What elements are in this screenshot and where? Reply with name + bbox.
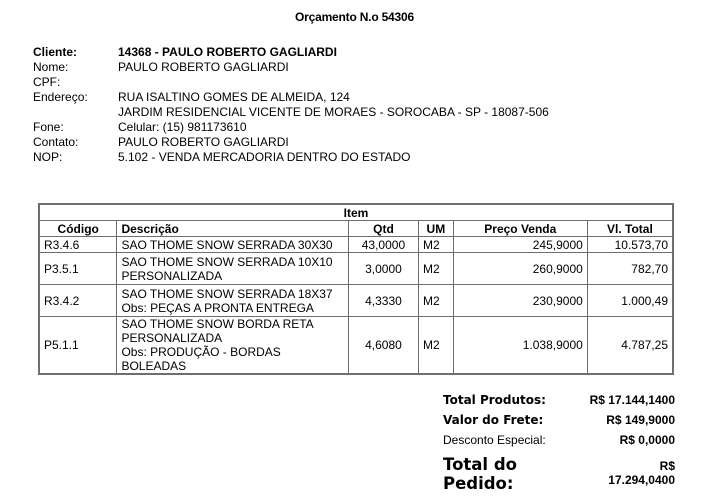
cell-um: M2 [418, 317, 453, 375]
valor-frete-label: Valor do Frete: [443, 413, 544, 427]
cell-total: 1.000,49 [587, 285, 673, 317]
customer-row-endereco [33, 90, 549, 105]
column-header-preco-venda: Preço Venda [453, 221, 587, 237]
cell-code: P5.1.1 [39, 317, 117, 375]
cell-um: M2 [418, 253, 453, 285]
field-value: 14368 - PAULO ROBERTO GAGLIARDI [118, 45, 337, 59]
field-value: PAULO ROBERTO GAGLIARDI [118, 60, 289, 74]
customer-info [33, 45, 549, 165]
customer-row-cliente [33, 45, 549, 60]
table-row [39, 253, 673, 285]
field-value: Celular: (15) 981173610 [118, 120, 247, 134]
total-pedido-row [443, 455, 675, 493]
cell-qtd: 3,0000 [348, 253, 418, 285]
customer-row-fone [33, 120, 549, 135]
customer-row-cpf [33, 75, 549, 90]
field-label: Fone: [33, 120, 64, 134]
field-label: Nome: [33, 60, 69, 74]
cell-total: 10.573,70 [587, 237, 673, 253]
desconto-especial-row [443, 433, 675, 453]
field-label: Endereço: [33, 90, 88, 104]
valor-frete-row [443, 413, 675, 433]
field-label [33, 105, 118, 120]
cell-price: 245,9000 [453, 237, 587, 253]
description-line: SAO THOME SNOW SERRADA 18X37 [121, 286, 333, 301]
items-table [38, 203, 674, 375]
cell-qtd: 4,6080 [348, 317, 418, 375]
cell-description [117, 253, 349, 285]
total-produtos-label: Total Produtos: [443, 393, 546, 407]
column-header-codigo: Código [39, 221, 117, 237]
customer-row-nop [33, 150, 549, 165]
cell-description [117, 237, 349, 253]
field-value: PAULO ROBERTO GAGLIARDI [118, 135, 289, 149]
cell-qtd: 4,3330 [348, 285, 418, 317]
customer-row-contato [33, 135, 549, 150]
cell-um: M2 [418, 285, 453, 317]
description-line: Obs: PEÇAS A PRONTA ENTREGA [121, 300, 314, 315]
description-line: PERSONALIZADA [121, 331, 223, 345]
valor-frete-value: R$ 149,9000 [606, 413, 675, 427]
total-produtos-value: R$ 17.144,1400 [589, 393, 675, 407]
customer-row-nome [33, 60, 549, 75]
cell-code: R3.4.6 [39, 237, 117, 253]
total-pedido-value: R$ 17.294,0400 [608, 459, 675, 487]
field-value: 5.102 - VENDA MERCADORIA DENTRO DO ESTADO [118, 150, 411, 164]
description-line: SAO THOME SNOW BORDA RETA [121, 317, 314, 331]
group-header-item: Item [39, 204, 673, 221]
table-row [39, 237, 673, 253]
field-value: RUA ISALTINO GOMES DE ALMEIDA, 124 [118, 90, 350, 104]
totals-section [443, 393, 675, 493]
table-row [39, 285, 673, 317]
cell-total: 4.787,25 [587, 317, 673, 375]
description-line: Obs: PRODUÇÃO - BORDAS BOLEADAS [121, 345, 281, 373]
document-title: Orçamento N.o 54306 [295, 10, 414, 24]
table-header-row [39, 221, 673, 237]
column-header-um: UM [418, 221, 453, 237]
cell-price: 230,9000 [453, 285, 587, 317]
total-pedido-label: Total do Pedido: [443, 455, 517, 493]
desconto-especial-label: Desconto Especial: [443, 433, 546, 447]
cell-um: M2 [418, 237, 453, 253]
description-line: SAO THOME SNOW SERRADA 30X30 [121, 237, 333, 252]
desconto-especial-value: R$ 0,0000 [619, 433, 675, 447]
column-header-qtd: Qtd [348, 221, 418, 237]
cell-price: 1.038,9000 [453, 317, 587, 375]
field-label: CPF: [33, 75, 61, 89]
cell-code: R3.4.2 [39, 285, 117, 317]
customer-row-endereco-2 [33, 105, 549, 120]
table-group-header-row [39, 204, 673, 221]
description-line: PERSONALIZADA [121, 268, 223, 283]
cell-description [117, 285, 349, 317]
cell-price: 260,9000 [453, 253, 587, 285]
field-label: Cliente: [33, 45, 78, 59]
field-value: JARDIM RESIDENCIAL VICENTE DE MORAES - SOROCABA - SP - 18087-506 [118, 105, 549, 119]
column-header-vl-total: Vl. Total [587, 221, 673, 237]
description-line: SAO THOME SNOW SERRADA 10X10 [121, 254, 333, 269]
field-label: NOP: [33, 150, 63, 164]
cell-total: 782,70 [587, 253, 673, 285]
column-header-descricao: Descrição [117, 221, 349, 237]
cell-description [117, 317, 349, 375]
total-produtos-row [443, 393, 675, 413]
field-label: Contato: [33, 135, 79, 149]
table-row [39, 317, 673, 375]
cell-code: P3.5.1 [39, 253, 117, 285]
cell-qtd: 43,0000 [348, 237, 418, 253]
